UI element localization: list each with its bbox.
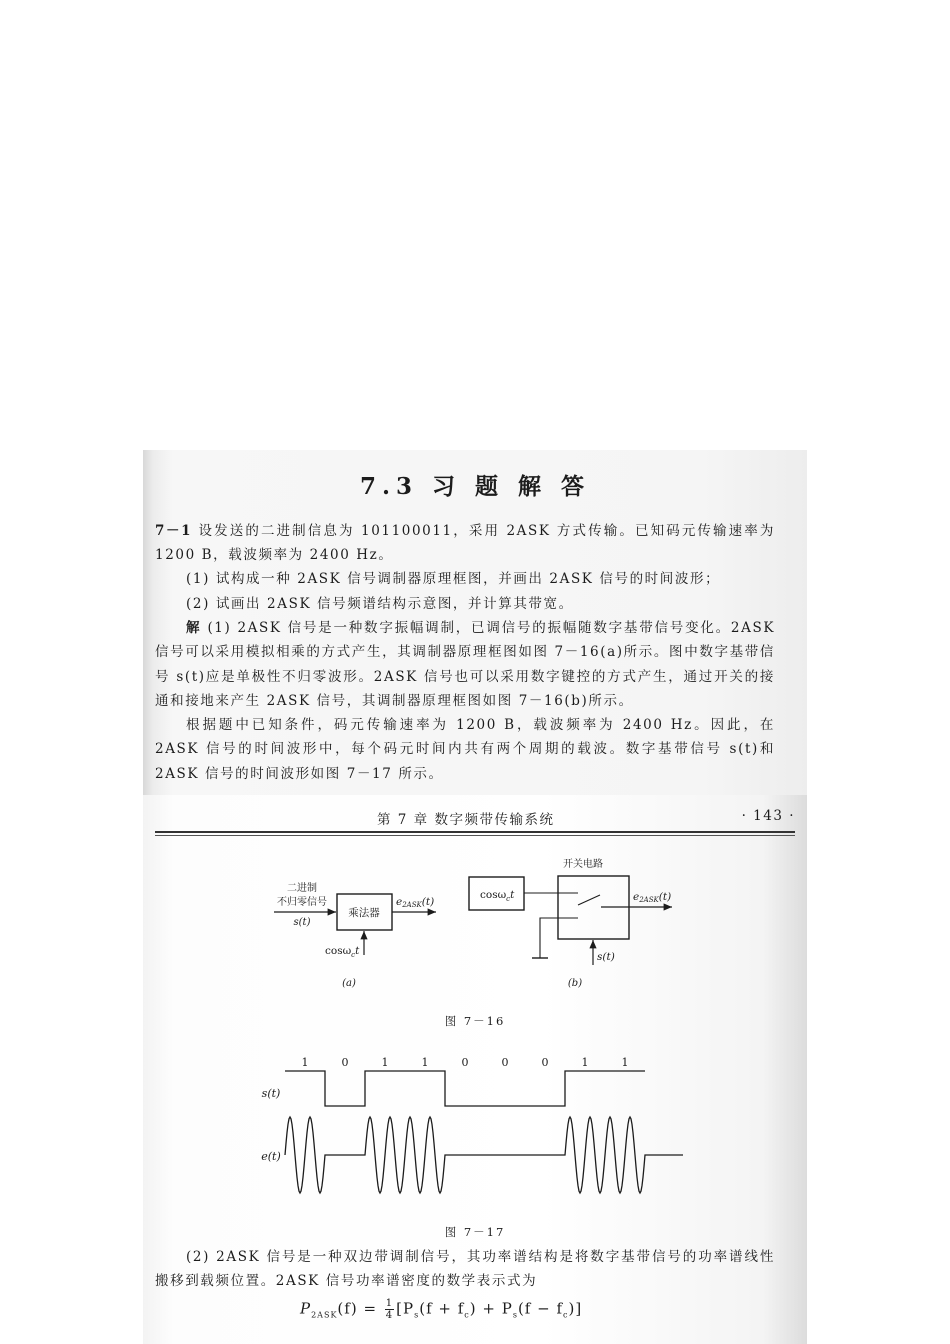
figure-7-16-caption: 图 7－16: [444, 1014, 506, 1028]
solution-paragraph-3: (2) 2ASK 信号是一种双边带调制信号，其功率谱结构是将数字基带信号的功率谱线性搬移到载频位置。2ASK 信号功率谱密度的数学表示式为: [155, 1249, 775, 1290]
problem-number: 7－1: [155, 523, 193, 539]
formula-mid3: (f − f: [517, 1299, 564, 1318]
section-title: 7.3 习 题 解 答: [359, 473, 591, 500]
question-1: (1) 试构成一种 2ASK 信号调制器原理框图，并画出 2ASK 信号的时间波形；: [186, 571, 721, 587]
fig-b-output-label: e2ASK(t): [633, 891, 672, 904]
formula-num: 1: [385, 1298, 394, 1309]
fig-b-label: (b): [567, 978, 583, 989]
page-number: · 143 ·: [741, 808, 795, 824]
fig-a-input-label-1: 二进制: [287, 883, 317, 894]
bit-label: 1: [421, 1056, 429, 1069]
bit-label: 1: [301, 1056, 309, 1069]
bit-label: 0: [341, 1056, 349, 1069]
formula-sub1: s: [414, 1310, 420, 1320]
solution-label: 解: [186, 620, 202, 636]
formula-rhs-start: [P: [396, 1299, 415, 1318]
fig-a-input-signal: s(t): [293, 917, 311, 928]
formula-lhs-sub: 2ASK: [311, 1310, 338, 1320]
formula-sub3: s: [512, 1310, 518, 1320]
chapter-title: 第 7 章 数字频带传输系统: [377, 812, 555, 828]
formula-lhs: P: [300, 1299, 312, 1318]
formula-sub4: c: [563, 1310, 569, 1320]
formula-den: 4: [385, 1310, 394, 1321]
e-label: e(t): [261, 1150, 281, 1163]
formula-sub2: c: [464, 1310, 470, 1320]
fig-b-switch-label: 开关电路: [563, 859, 603, 870]
formula-fraction: [385, 1298, 394, 1321]
formula-end: )]: [568, 1299, 583, 1318]
bit-label: 0: [461, 1056, 469, 1069]
fig-a-carrier-label: cosω$_c$t: [325, 945, 360, 959]
bit-label: 1: [621, 1056, 629, 1069]
bit-label: 0: [501, 1056, 509, 1069]
solution-text-1: (1) 2ASK 信号是一种数字振幅调制，已调信号的振幅随数字基带信号变化。2ASK 信号可以采用模拟相乘的方式产生，其调制器原理框图如图 7－16(a)所示。图中数字基带信号 s(t)应是单极性不归零波形。2ASK 信号也可以采用数字键控的方式产生，通过开关的接通和接地来产生 2ASK 信号，其调制器原理框图如图 7－16(b)所示。: [155, 620, 775, 709]
fig-b-carrier-label: cosω$_c$t: [480, 889, 515, 903]
solution-paragraph-2: 根据题中已知条件，码元传输速率为 1200 B，载波频率为 2400 Hz。因此，在 2ASK 信号的时间波形中，每个码元时间内共有两个周期的载波。数字基带信号 s(t)和 2ASK 信号的时间波形如图 7－17 所示。: [155, 717, 775, 782]
fig-a-input-label-2: 不归零信号: [277, 897, 327, 908]
formula-mid1: (f + f: [419, 1299, 465, 1318]
fig-a-multiplier-label: 乘法器: [348, 907, 380, 919]
s-label: s(t): [261, 1087, 281, 1100]
formula-mid2: ) + P: [469, 1299, 513, 1318]
bit-label: 1: [381, 1056, 389, 1069]
fig-a-label: (a): [342, 978, 356, 989]
fig-a-output-label: e2ASK(t): [396, 896, 435, 909]
psd-formula: [300, 1298, 582, 1321]
question-2: (2) 试画出 2ASK 信号频谱结构示意图，并计算其带宽。: [186, 596, 574, 612]
e-waveform: [285, 1117, 683, 1193]
figure-7-17-caption: 图 7－17: [444, 1225, 506, 1239]
bit-label: 0: [541, 1056, 549, 1069]
formula-lhs-arg: (f) =: [337, 1299, 378, 1318]
bit-label: 1: [581, 1056, 589, 1069]
fig-b-control-label: s(t): [597, 951, 615, 963]
problem-text: 设发送的二进制信息为 101100011，采用 2ASK 方式传输。已知码元传输速率为 1200 B，载波频率为 2400 Hz。: [155, 523, 775, 564]
s-waveform: [285, 1071, 645, 1106]
